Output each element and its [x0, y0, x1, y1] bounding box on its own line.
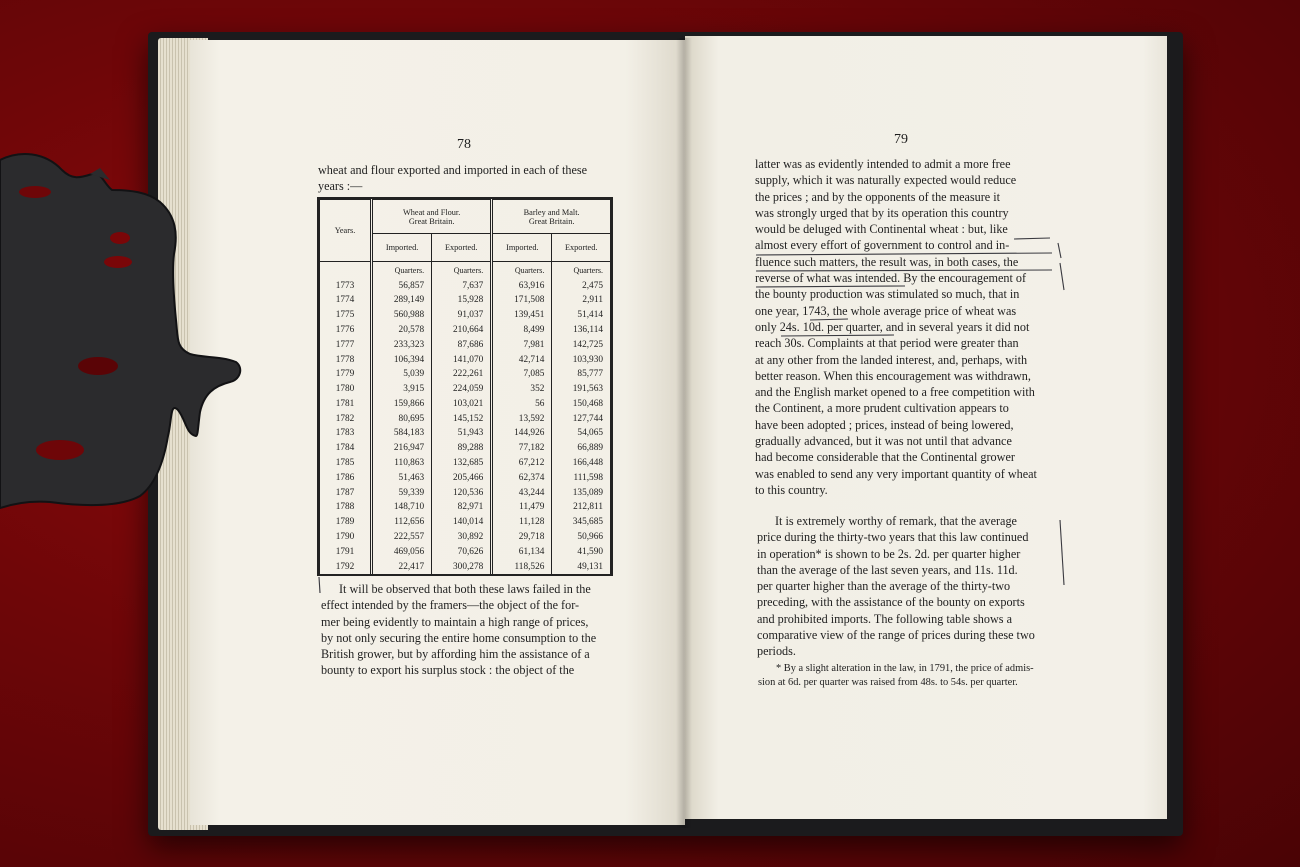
text-line: It is extremely worthy of remark, that the average: [775, 514, 1017, 528]
text-line: per quarter higher than the average of the thirty-two: [757, 579, 1011, 594]
text-line: by not only securing the entire home consumption to the: [321, 630, 597, 645]
year-cell: 1789: [320, 515, 372, 530]
value-cell: 66,889: [552, 441, 611, 456]
value-cell: 210,664: [432, 323, 492, 338]
column-header: Imported.: [492, 234, 552, 262]
group-label: Wheat and Flour.: [402, 207, 461, 217]
footnote-line: sion at 6d. per quarter was raised from 48s. to 54s. per quarter.: [758, 677, 1018, 688]
year-cell: 1791: [320, 544, 372, 559]
value-cell: 3,915: [372, 382, 432, 397]
text-line: mer being evidently to maintain a high range of prices,: [321, 614, 589, 629]
text-line: the prices ; and by the opponents of the measure it: [755, 189, 1001, 204]
footnote-line: * By a slight alteration in the law, in 1791, the price of admis-: [776, 663, 1034, 674]
value-cell: 70,626: [432, 544, 492, 559]
year-cell: 1786: [320, 470, 372, 485]
value-cell: 15,928: [432, 293, 492, 308]
margin-line: [1060, 263, 1064, 290]
value-cell: 300,278: [432, 559, 492, 574]
text-line: reach 30s. Complaints at that period were greater than: [755, 336, 1019, 351]
value-cell: 289,149: [372, 293, 432, 308]
value-cell: 59,339: [372, 485, 432, 500]
text-line: periods.: [757, 644, 796, 659]
value-cell: 85,777: [552, 367, 611, 382]
margin-line: [1058, 243, 1061, 258]
value-cell: 469,056: [372, 544, 432, 559]
text-line: almost every effort of government to control and in-: [755, 238, 1010, 253]
value-cell: 120,536: [432, 485, 492, 500]
group-label: Barley and Malt.: [523, 207, 580, 217]
value-cell: 345,685: [552, 515, 611, 530]
value-cell: 29,718: [492, 530, 552, 545]
year-cell: 1787: [320, 485, 372, 500]
value-cell: 5,039: [372, 367, 432, 382]
column-header-years: Years.: [320, 200, 372, 262]
text-line: had become considerable that the Continental grower: [755, 450, 1015, 465]
text-line: in operation* is shown to be 2s. 2d. per quarter higher: [757, 546, 1021, 561]
text-line: and prohibited imports. The following table shows a: [757, 611, 1012, 626]
year-cell: 1782: [320, 411, 372, 426]
value-cell: 56,857: [372, 278, 432, 293]
value-cell: 150,468: [552, 397, 611, 412]
value-cell: 141,070: [432, 352, 492, 367]
value-cell: 41,590: [552, 544, 611, 559]
value-cell: 222,261: [432, 367, 492, 382]
text-line: was strongly urged that by its operation this country: [755, 205, 1009, 220]
underline-mark: [810, 319, 848, 320]
text-line: better reason. When this encouragement was withdrawn,: [755, 368, 1031, 383]
value-cell: 148,710: [372, 500, 432, 515]
text-line: gradually advanced, but it was not until that advance: [755, 434, 1012, 449]
text-line: was enabled to send any very important quantity of wheat: [755, 466, 1037, 481]
value-cell: 67,212: [492, 456, 552, 471]
value-cell: 2,475: [552, 278, 611, 293]
year-cell: 1792: [320, 559, 372, 574]
year-cell: 1784: [320, 441, 372, 456]
text-line: latter was as evidently intended to admit a more free: [755, 157, 1011, 171]
value-cell: 91,037: [432, 308, 492, 323]
text-line: comparative view of the range of prices during these two: [757, 628, 1035, 643]
value-cell: 233,323: [372, 337, 432, 352]
text-line: to this country.: [755, 482, 828, 497]
right-page-number: 79: [894, 132, 908, 147]
value-cell: 103,021: [432, 397, 492, 412]
year-cell: 1777: [320, 337, 372, 352]
value-cell: 49,131: [552, 559, 611, 574]
column-header: Exported.: [552, 234, 611, 262]
value-cell: 127,744: [552, 411, 611, 426]
value-cell: 13,592: [492, 411, 552, 426]
value-cell: 82,971: [432, 500, 492, 515]
year-cell: 1778: [320, 352, 372, 367]
underline-mark: [756, 286, 905, 287]
value-cell: 103,930: [552, 352, 611, 367]
year-cell: 1785: [320, 456, 372, 471]
value-cell: 2,911: [552, 293, 611, 308]
value-cell: 61,134: [492, 544, 552, 559]
text-line: bounty to export his surplus stock : the object of the: [321, 663, 575, 678]
year-cell: 1780: [320, 382, 372, 397]
text-line: It will be observed that both these laws failed in the: [339, 582, 591, 596]
text-line: price during the thirty-two years that this law continued: [757, 530, 1029, 545]
left-page-number: 78: [457, 137, 471, 152]
value-cell: 140,014: [432, 515, 492, 530]
value-cell: 43,244: [492, 485, 552, 500]
value-cell: 106,394: [372, 352, 432, 367]
unit-label: Quarters.: [432, 262, 492, 279]
text-line: British grower, but by affording him the assistance of a: [321, 647, 590, 662]
text-line: fluence such matters, the result was, in both cases, the: [755, 254, 1019, 269]
group-label: Great Britain.: [408, 216, 455, 226]
value-cell: 42,714: [492, 352, 552, 367]
value-cell: 145,152: [432, 411, 492, 426]
page-clip-icon: [0, 150, 245, 510]
year-cell: 1781: [320, 397, 372, 412]
year-cell: 1783: [320, 426, 372, 441]
value-cell: 112,656: [372, 515, 432, 530]
text-line: at any other from the landed interest, and, perhaps, with: [755, 352, 1028, 367]
year-cell: 1776: [320, 323, 372, 338]
value-cell: 166,448: [552, 456, 611, 471]
column-header: Imported.: [372, 234, 432, 262]
value-cell: 20,578: [372, 323, 432, 338]
margin-line: [1060, 520, 1064, 585]
value-cell: 30,892: [432, 530, 492, 545]
text-line: the Continent, a more prudent cultivation appears to: [755, 401, 1009, 416]
value-cell: 132,685: [432, 456, 492, 471]
unit-label: Quarters.: [372, 262, 432, 279]
value-cell: 560,988: [372, 308, 432, 323]
value-cell: 139,451: [492, 308, 552, 323]
underline-mark: [1014, 238, 1050, 239]
text-line: wheat and flour exported and imported in each of these: [318, 163, 588, 177]
margin-line: [319, 577, 320, 593]
value-cell: 171,508: [492, 293, 552, 308]
value-cell: 144,926: [492, 426, 552, 441]
value-cell: 7,981: [492, 337, 552, 352]
underline-mark: [781, 335, 894, 336]
value-cell: 110,863: [372, 456, 432, 471]
value-cell: 7,085: [492, 367, 552, 382]
underline-mark: [756, 270, 1052, 271]
text-line: would be deluged with Continental wheat : but, like: [755, 222, 1008, 237]
value-cell: 216,947: [372, 441, 432, 456]
value-cell: 111,598: [552, 470, 611, 485]
year-cell: 1774: [320, 293, 372, 308]
value-cell: 87,686: [432, 337, 492, 352]
text-line: preceding, with the assistance of the bounty on exports: [757, 595, 1025, 610]
text-line: reverse of what was intended. By the encouragement of: [755, 271, 1027, 286]
year-cell: 1790: [320, 530, 372, 545]
text-line: only 24s. 10d. per quarter, and in several years it did not: [755, 319, 1030, 334]
text-line: than the average of the last seven years, and 11s. 11d.: [757, 562, 1018, 577]
value-cell: 136,114: [552, 323, 611, 338]
value-cell: 205,466: [432, 470, 492, 485]
text-line: and the English market opened to a free competition with: [755, 385, 1035, 400]
value-cell: 77,182: [492, 441, 552, 456]
value-cell: 212,811: [552, 500, 611, 515]
text-line: supply, which it was naturally expected would reduce: [755, 173, 1017, 188]
value-cell: 159,866: [372, 397, 432, 412]
column-header: Exported.: [432, 234, 492, 262]
group-label: Great Britain.: [528, 216, 575, 226]
value-cell: 62,374: [492, 470, 552, 485]
value-cell: 352: [492, 382, 552, 397]
text-line: the bounty production was stimulated so much, that in: [755, 287, 1020, 302]
value-cell: 135,089: [552, 485, 611, 500]
year-cell: 1773: [320, 278, 372, 293]
value-cell: 224,059: [432, 382, 492, 397]
value-cell: 22,417: [372, 559, 432, 574]
text-line: have been adopted ; prices, instead of being lowered,: [755, 417, 1014, 432]
unit-label: Quarters.: [552, 262, 611, 279]
unit-label: Quarters.: [492, 262, 552, 279]
value-cell: 54,065: [552, 426, 611, 441]
value-cell: 50,966: [552, 530, 611, 545]
value-cell: 7,637: [432, 278, 492, 293]
text-line: one year, 1743, the whole average price of wheat was: [755, 303, 1017, 318]
text-line: years :—: [318, 179, 363, 194]
value-cell: 51,414: [552, 308, 611, 323]
text-line: effect intended by the framers—the object of the for-: [321, 598, 580, 613]
value-cell: 51,943: [432, 426, 492, 441]
value-cell: 56: [492, 397, 552, 412]
year-cell: 1775: [320, 308, 372, 323]
value-cell: 142,725: [552, 337, 611, 352]
year-cell: 1779: [320, 367, 372, 382]
value-cell: 11,128: [492, 515, 552, 530]
value-cell: 11,479: [492, 500, 552, 515]
year-cell: 1788: [320, 500, 372, 515]
value-cell: 118,526: [492, 559, 552, 574]
value-cell: 584,183: [372, 426, 432, 441]
value-cell: 80,695: [372, 411, 432, 426]
value-cell: 8,499: [492, 323, 552, 338]
value-cell: 191,563: [552, 382, 611, 397]
value-cell: 51,463: [372, 470, 432, 485]
value-cell: 63,916: [492, 278, 552, 293]
value-cell: 222,557: [372, 530, 432, 545]
value-cell: 89,288: [432, 441, 492, 456]
underline-mark: [756, 253, 1052, 255]
